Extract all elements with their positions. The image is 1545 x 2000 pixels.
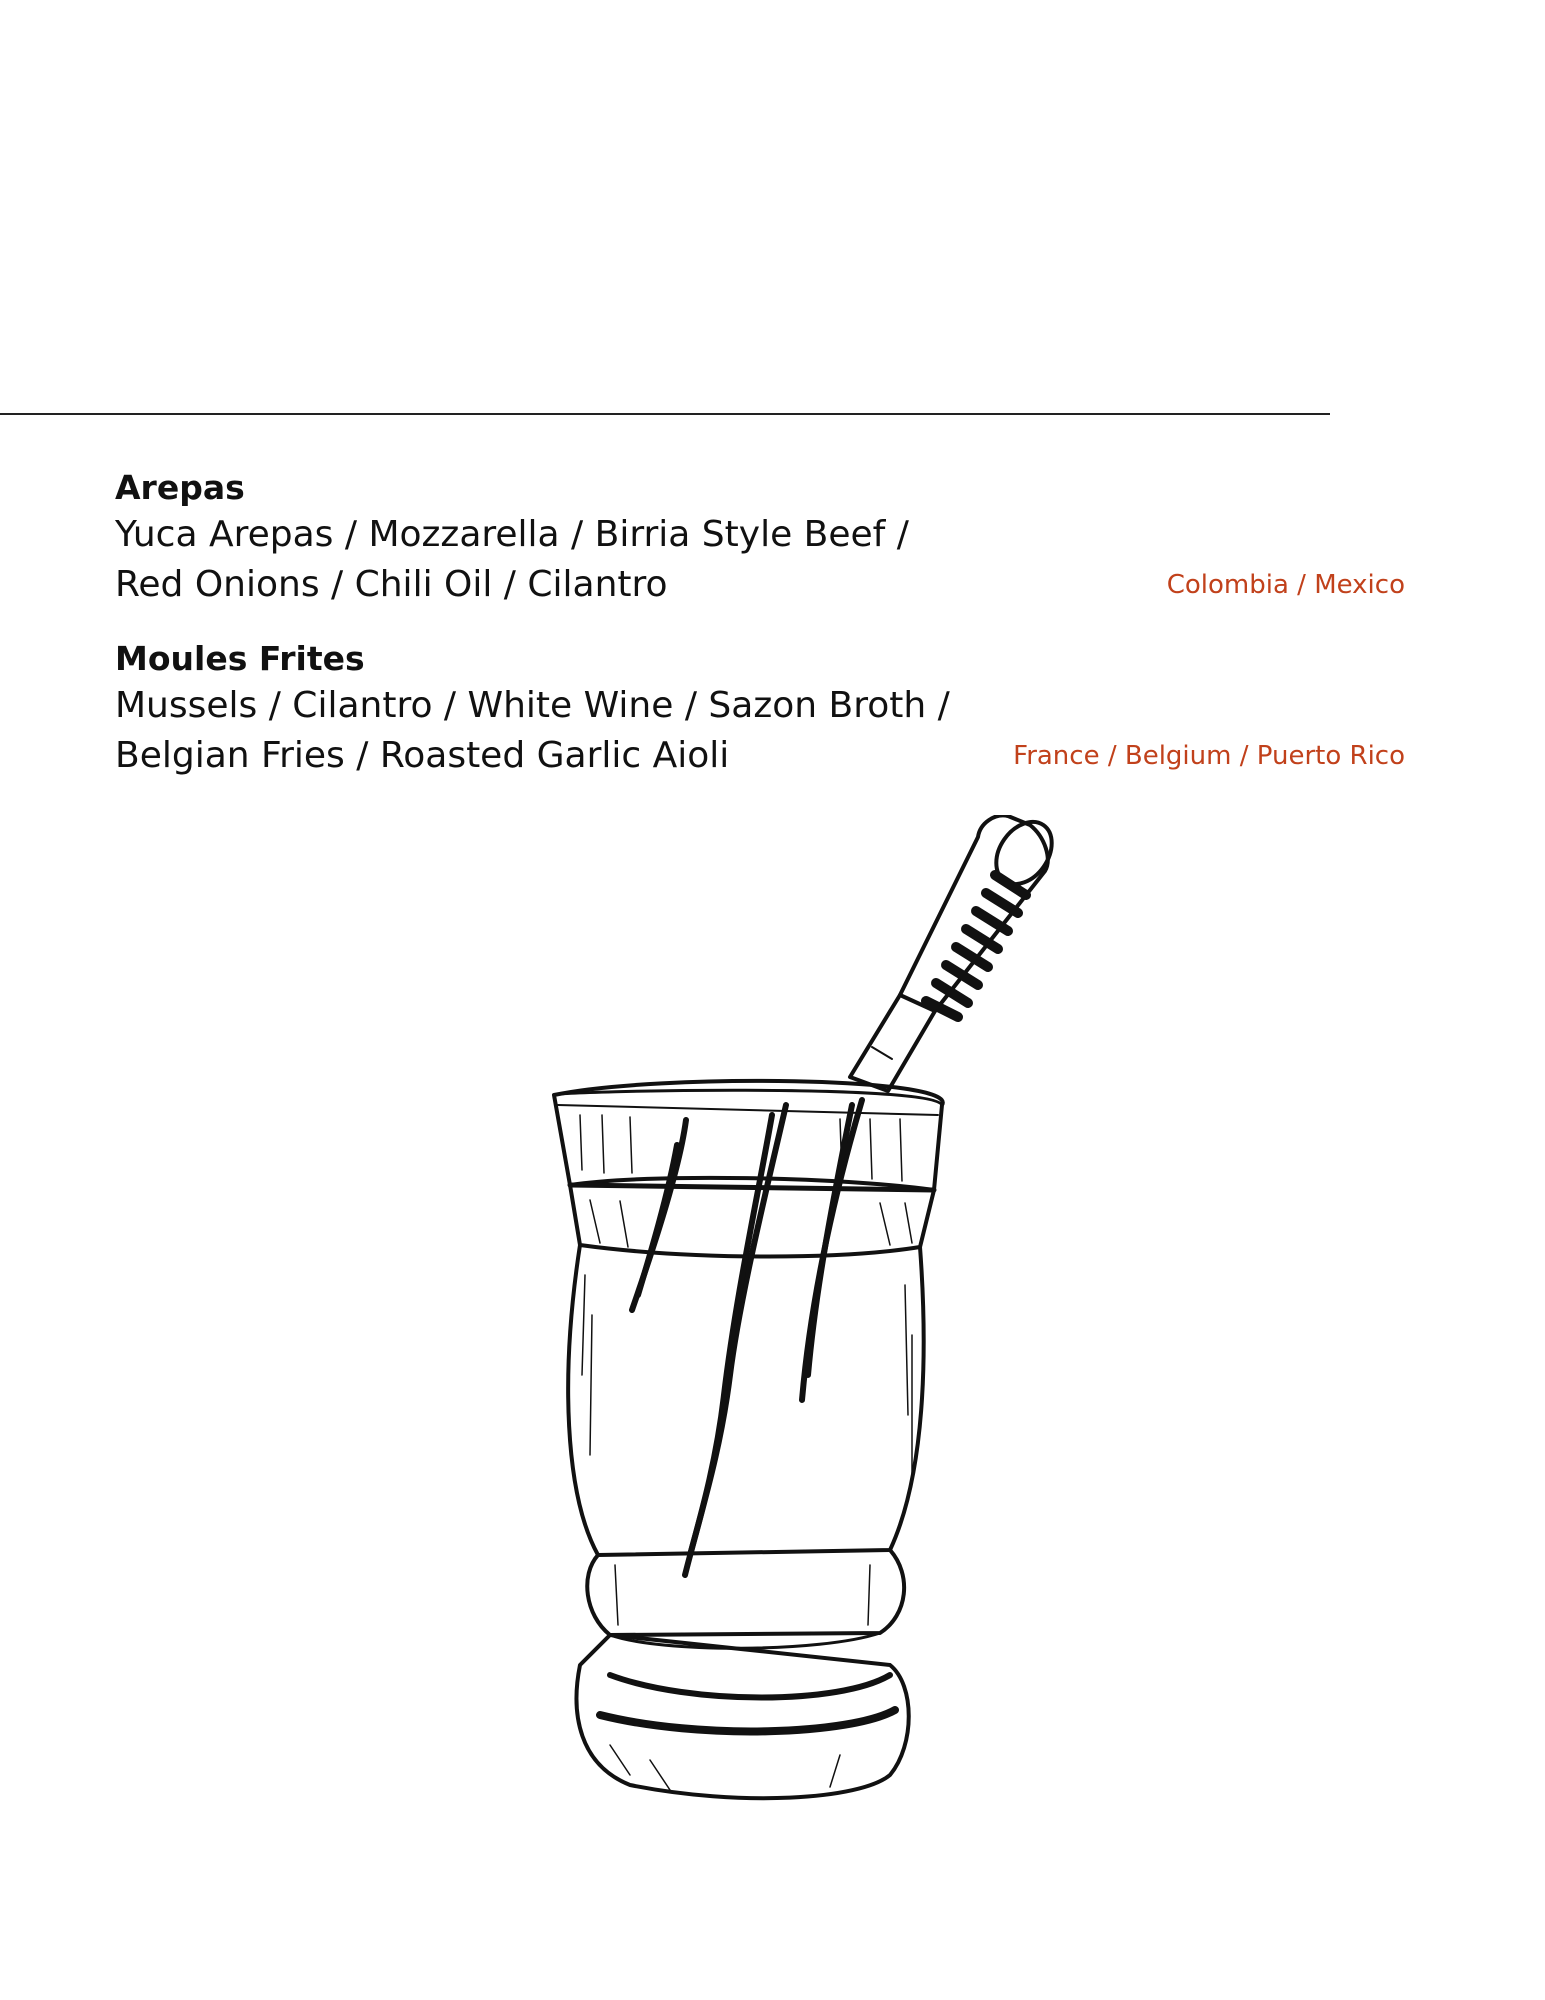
menu-item-origin: France / Belgium / Puerto Rico <box>1013 741 1405 771</box>
menu-item-description-line2: Belgian Fries / Roasted Garlic Aioli <box>115 735 730 776</box>
menu-item-name: Moules Frites <box>115 639 365 678</box>
menu-item-description-line1: Mussels / Cilantro / White Wine / Sazon Broth / <box>115 685 950 726</box>
menu-item-description-line2: Red Onions / Chili Oil / Cilantro <box>115 564 668 605</box>
menu-item-description-line1: Yuca Arepas / Mozzarella / Birria Style Beef / <box>115 514 909 555</box>
mortar-cracks <box>632 1100 862 1575</box>
pestle-handle <box>850 815 1063 1091</box>
menu-item-name: Arepas <box>115 468 245 507</box>
mortar-body <box>568 1245 923 1798</box>
mortar-and-pestle-icon <box>540 815 1110 1805</box>
menu-item-moules-frites <box>115 637 1405 781</box>
menu-item-arepas <box>115 466 1405 610</box>
section-divider <box>0 413 1330 415</box>
menu-item-origin: Colombia / Mexico <box>1166 570 1405 600</box>
